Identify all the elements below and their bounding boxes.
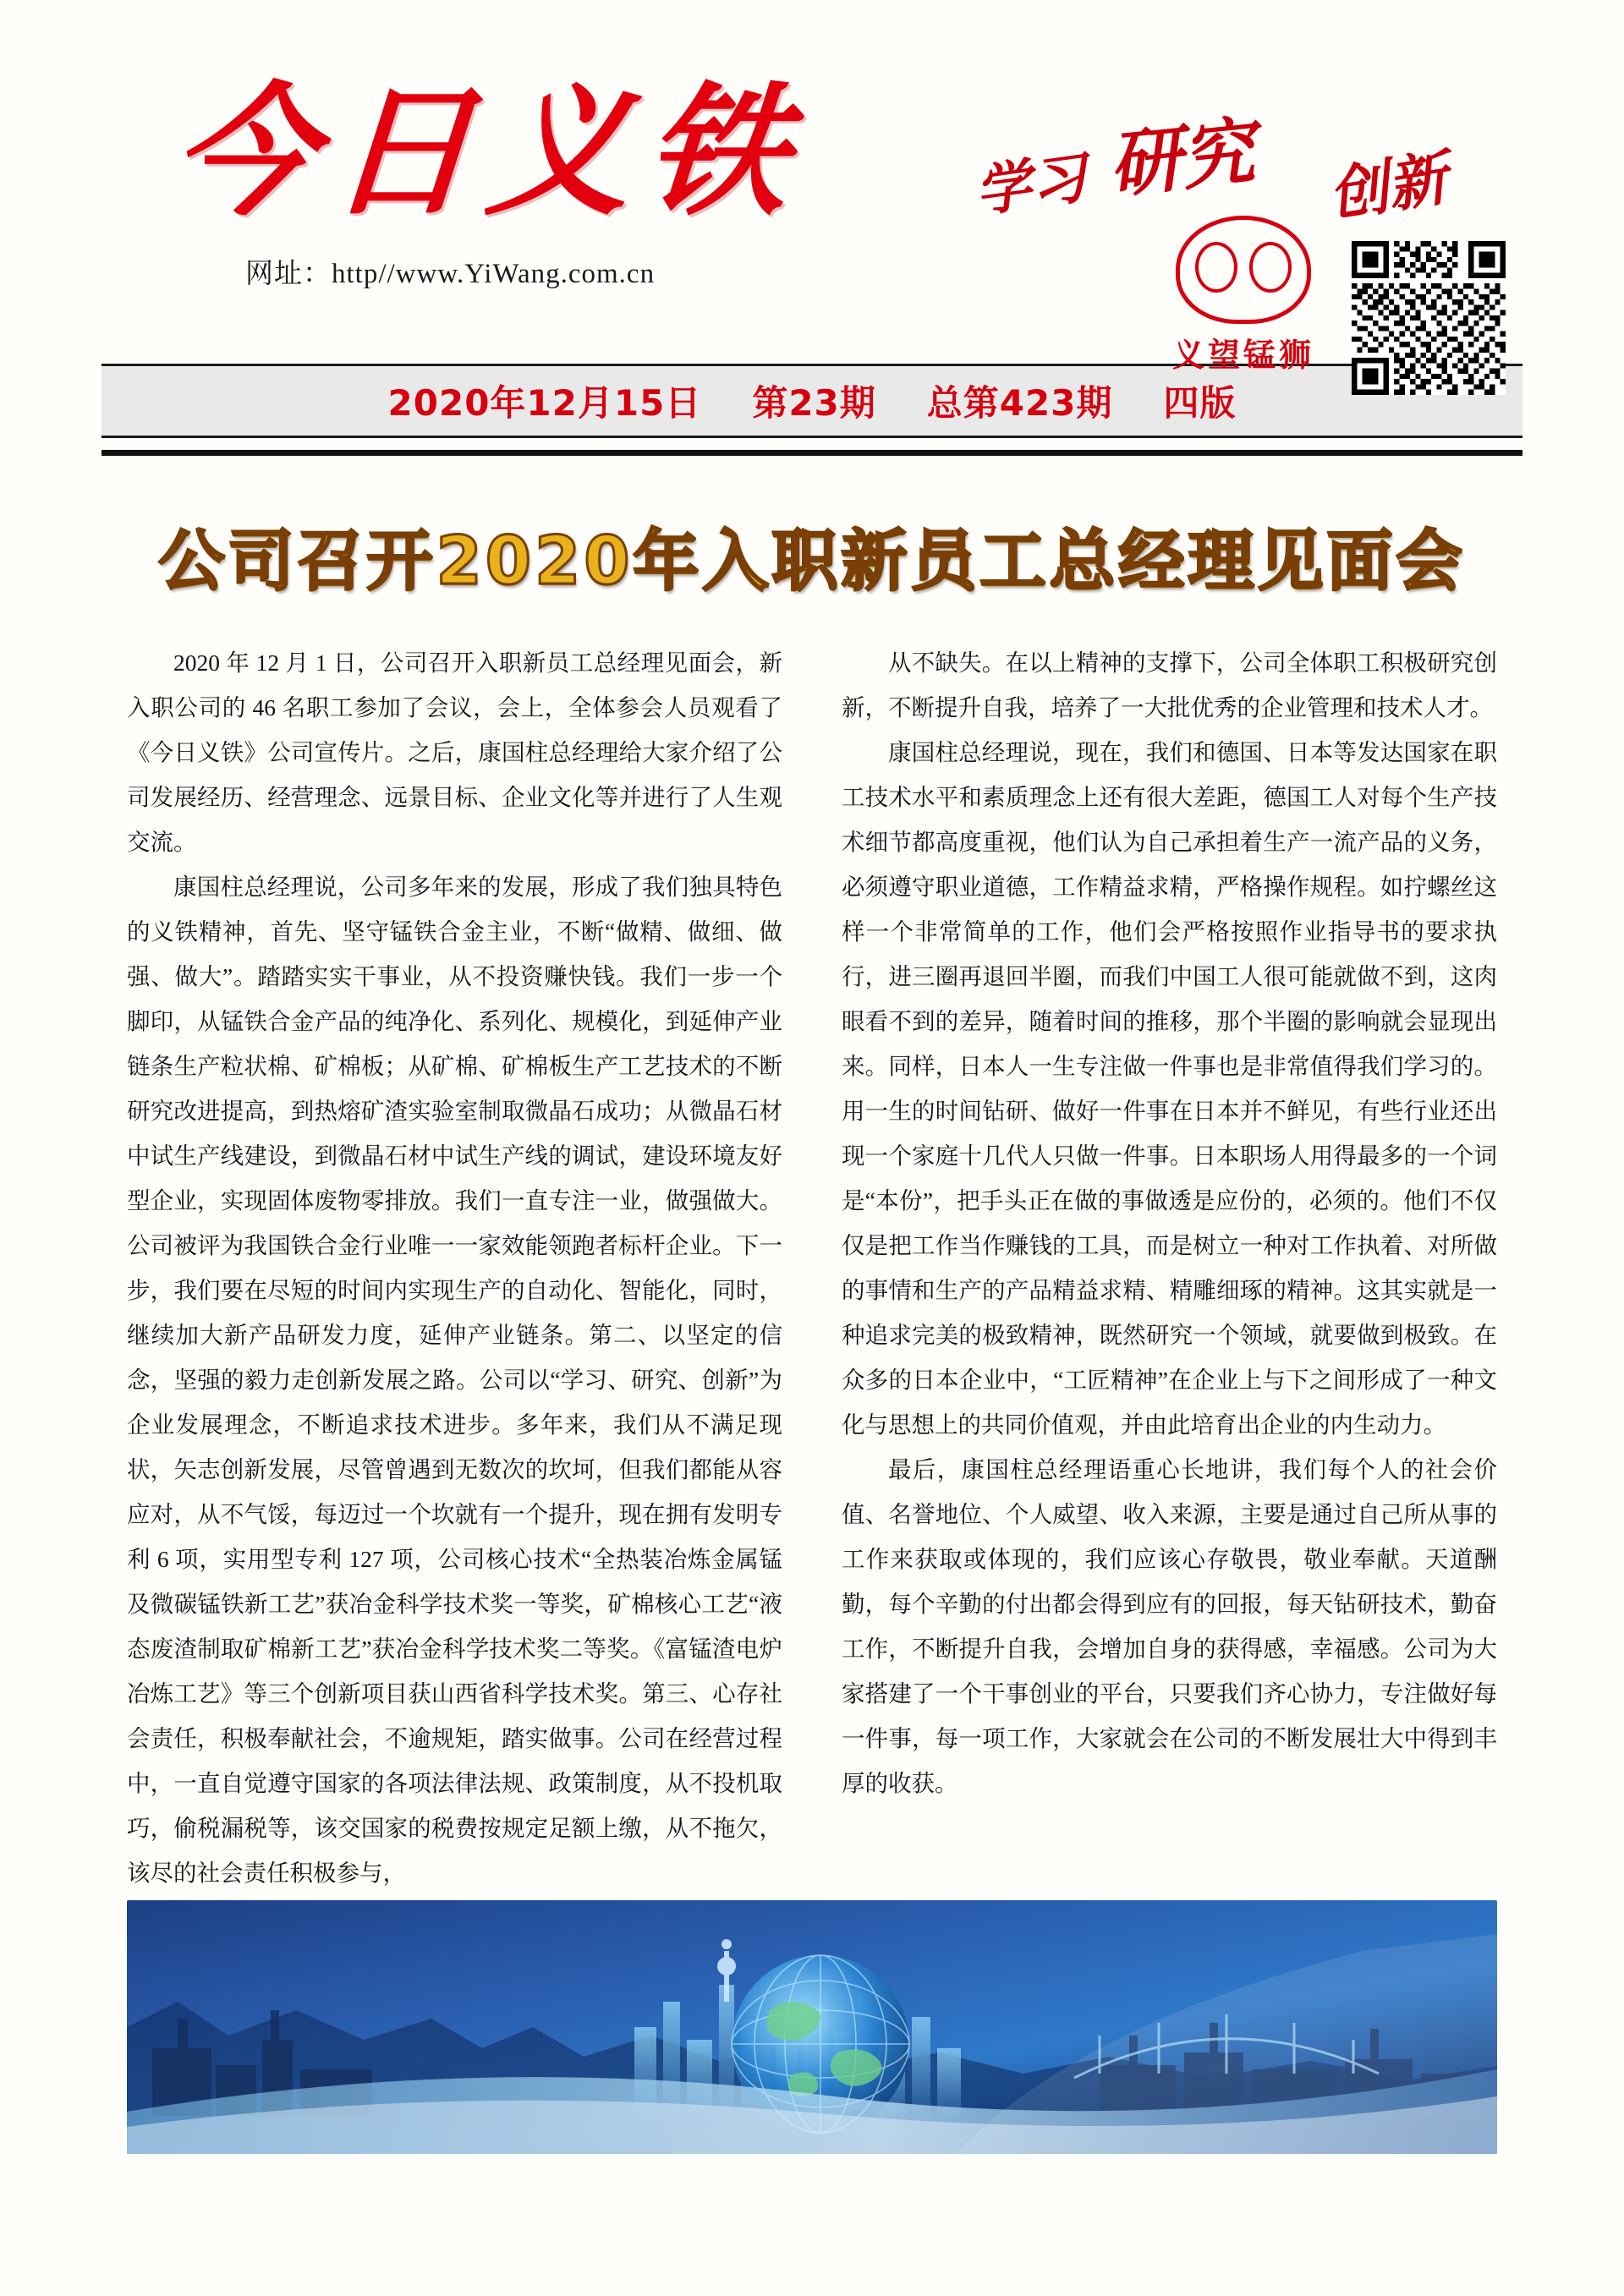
brand-seal <box>1138 216 1349 375</box>
qr-code-icon <box>1352 241 1506 395</box>
divider-rule <box>102 450 1522 456</box>
paragraph: 从不缺失。在以上精神的支撑下，公司全体职工积极研究创新，不断提升自我，培养了一大批优秀的企业管理和技术人才。 <box>842 649 1497 721</box>
calligraphy-motto <box>964 93 1506 231</box>
calligraphy-word-3: 创新 <box>1324 142 1452 231</box>
masthead <box>0 0 1624 374</box>
article-column-right <box>842 640 1497 1926</box>
paragraph: 最后，康国柱总经理语重心长地讲，我们每个人的社会价值、名誉地位、个人威望、收入来源，主要是通过自己所从事的工作来获取或体现的，我们应该心存敬畏，敬业奉献。天道酬勤，每个辛勤的付出都会得到应有的回报，每天钻研技术，勤奋工作，不断提升自我，会增加自身的获得感，幸福感。公司为大家搭建了一个干事创业的平台，只要我们齐心协力，专注做好每一件事，每一项工作，大家就会在公司的不断发展壮大中得到丰厚的收获。 <box>842 1456 1497 1796</box>
page-title: 公司召开2020年入职新员工总经理见面会 <box>158 523 1466 600</box>
paragraph: 康国柱总经理说，公司多年来的发展，形成了我们独具特色的义铁精神，首先、坚守锰铁合金主业，不断“做精、做细、做强、做大”。踏踏实实干事业，从不投资赚快钱。我们一步一个脚印，从锰铁合金产品的纯净化、系列化、规模化，到延伸产业链条生产粒状棉、矿棉板；从矿棉、矿棉板生产工艺技术的不断研究改进提高，到热熔矿渣实验室制取微晶石成功；从微晶石材中试生产线建设，到微晶石材中试生产线的调试，建设环境友好型企业，实现固体废物零排放。我们一直专注一业，做强做大。公司被评为我国铁合金行业唯一一家效能领跑者标杆企业。下一步，我们要在尽短的时间内实现生产的自动化、智能化，同时，继续加大新产品研发力度，延伸产业链条。第二、以坚定的信念，坚强的毅力走创新发展之路。公司以“学习、研究、创新”为企业发展理念，不断追求技术进步。多年来，我们从不满足现状，矢志创新发展，尽管曾遇到无数次的坎坷，但我们都能从容应对，从不气馁，每迈过一个坎就有一个提升，现在拥有发明专利 6 项，实用型专利 127 项，公司核心技术“全热装冶炼金属锰及微碳锰铁新工艺”获冶金科学技术奖一等奖，矿棉核心工艺“液态废渣制取矿棉新工艺”获冶金科学技术奖二等奖。《富锰渣电炉冶炼工艺》等三个创新项目获山西省科学技术奖。第三、心存社会责任，积极奉献社会，不逾规矩，踏实做事。公司在经营过程中，一直自觉遵守国家的各项法律法规、政策制度，从不投机取巧，偷税漏税等，该交国家的税费按规定足额上缴，从不拖欠，该尽的社会责任积极参与， <box>127 874 782 1886</box>
paragraph: 2020 年 12 月 1 日，公司召开入职新员工总经理见面会，新入职公司的 46 名职工参加了会议，会上，全体参会人员观看了《今日义铁》公司宣传片。之后，康国柱总经理给大家介绍了公司发展经历、经营理念、远景目标、企业文化等并进行了人生观交流。 <box>127 649 782 855</box>
globe-city-skyline-icon <box>127 1900 1497 2154</box>
headline-container <box>102 508 1522 603</box>
qr-code[interactable] <box>1352 241 1506 395</box>
calligraphy-word-1: 学习 <box>970 144 1091 225</box>
newspaper-logo <box>167 68 935 291</box>
footer-banner-image <box>127 1900 1497 2154</box>
article-column-left <box>127 640 782 1926</box>
issue-number: 第23期 <box>752 382 876 424</box>
paragraph: 康国柱总经理说，现在，我们和德国、日本等发达国家在职工技术水平和素质理念上还有很大差距，德国工人对每个生产技术细节都高度重视，他们认为自己承担着生产一流产品的义务，必须遵守职业道德，工作精益求精，严格操作规程。如拧螺丝这样一个非常简单的工作，他们会严格按照作业指导书的要求执行，进三圈再退回半圈，而我们中国工人很可能就做不到，这肉眼看不到的差异，随着时间的推移，那个半圈的影响就会显现出来。同样，日本人一生专注做一件事也是非常值得我们学习的。用一生的时间钻研、做好一件事在日本并不鲜见，有些行业还出现一个家庭十几代人只做一件事。日本职场人用得最多的一个词是“本份”，把手头正在做的事做透是应份的，必须的。他们不仅仅是把工作当作赚钱的工具，而是树立一种对工作执着、对所做的事情和生产的产品精益求精、精雕细琢的精神。这其实就是一种追求完美的极致精神，既然研究一个领域，就要做到极致。在众多的日本企业中，“工匠精神”在企业上与下之间形成了一种文化与思想上的共同价值观，并由此培育出企业的内生动力。 <box>842 739 1497 1438</box>
website-url[interactable]: 网址：http//www.YiWang.com.cn <box>245 259 656 289</box>
lion-emblem-icon <box>1176 216 1311 324</box>
newspaper-title: 今日义铁 <box>167 68 809 235</box>
publication-date: 2020年12月15日 <box>387 382 702 424</box>
total-issue-number: 总第423期 <box>926 382 1113 424</box>
calligraphy-word-2: 研究 <box>1104 108 1259 209</box>
article-body <box>127 640 1497 1926</box>
brand-seal-label: 义望锰狮 <box>1171 336 1314 374</box>
page-count: 四版 <box>1163 382 1237 424</box>
